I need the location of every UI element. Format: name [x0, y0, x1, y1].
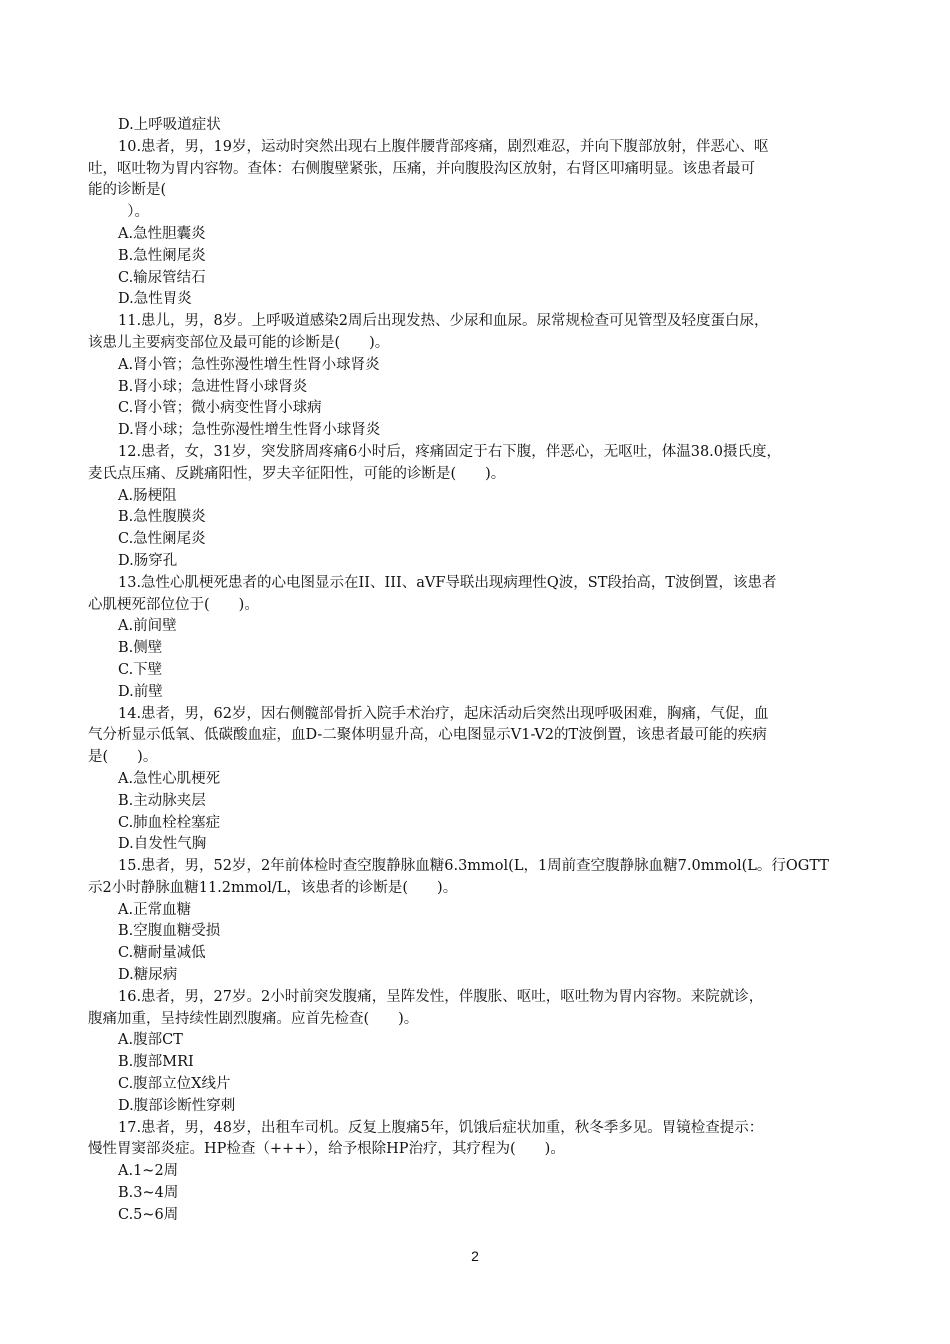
- text-line: 该患儿主要病变部位及最可能的诊断是( )。: [88, 334, 390, 351]
- answer-option: C.肾小管；微小病变性肾小球病: [118, 400, 322, 417]
- answer-option: A.正常血糖: [118, 901, 192, 918]
- text-line: 能的诊断是(: [88, 182, 167, 199]
- answer-option: A.前间壁: [118, 618, 177, 635]
- answer-option: B.急性阑尾炎: [118, 247, 206, 264]
- question-stem: 14.患者，男，62岁，因右侧髋部骨折入院手术治疗，起床活动后突然出现呼吸困难，胸痛，气促，血: [118, 705, 769, 722]
- page-number: 2: [471, 1248, 479, 1264]
- text-line: 吐，呕吐物为胃内容物。查体：右侧腹壁紧张，压痛，并向腹股沟区放射，右肾区叩痛明显。该患者最可: [88, 160, 755, 177]
- answer-option: A.肾小管；急性弥漫性增生性肾小球肾炎: [118, 356, 380, 373]
- question-stem: 17.患者，男，48岁，出租车司机。反复上腹痛5年，饥饿后症状加重，秋冬季多见。胃镜检查提示：: [118, 1119, 764, 1136]
- answer-option: D.前壁: [118, 683, 163, 700]
- answer-option: C.糖耐量减低: [118, 945, 206, 962]
- answer-option: D.上呼吸道症状: [118, 117, 221, 133]
- answer-option: D.肠穿孔: [118, 552, 178, 569]
- answer-option: D.自发性气胸: [118, 836, 207, 853]
- text-line: 腹痛加重，呈持续性剧烈腹痛。应首先检查( )。: [88, 1010, 419, 1027]
- answer-option: A.1~2周: [118, 1163, 179, 1180]
- answer-option: B.肾小球；急进性肾小球肾炎: [118, 378, 308, 395]
- question-content: [88, 115, 868, 1227]
- answer-option: B.3~4周: [118, 1185, 179, 1202]
- text-line: 气分析显示低氧、低碳酸血症，血D-二聚体明显升高，心电图显示V1-V2的T波倒置，该患者最可能的疾病: [88, 727, 767, 744]
- answer-option: D.糖尿病: [118, 967, 178, 984]
- question-stem: 11.患儿，男，8岁。上呼吸道感染2周后出现发热、少尿和血尿。尿常规检查可见管型及轻度蛋白尿，: [118, 313, 769, 330]
- answer-option: A.急性心肌梗死: [118, 770, 221, 787]
- text-line: 是( )。: [88, 749, 158, 766]
- answer-option: A.腹部CT: [118, 1032, 183, 1049]
- text-line: 示2小时静脉血糖11.2mmol/L，该患者的诊断是( )。: [88, 879, 458, 896]
- answer-option: A.急性胆囊炎: [118, 225, 206, 242]
- answer-option: C.5~6周: [118, 1206, 179, 1223]
- answer-option: B.侧壁: [118, 640, 163, 657]
- question-stem: 12.患者，女，31岁，突发脐周疼痛6小时后，疼痛固定于右下腹，伴恶心，无呕吐，体温38.0摄氏度，: [118, 443, 782, 460]
- answer-option: B.急性腹膜炎: [118, 509, 206, 526]
- answer-option: B.空腹血糖受损: [118, 923, 221, 940]
- answer-option: C.腹部立位X线片: [118, 1076, 231, 1093]
- answer-option: B.腹部MRI: [118, 1054, 194, 1071]
- question-stem: 15.患者，男，52岁，2年前体检时查空腹静脉血糖6.3mmol(L，1周前查空腹静脉血糖7.0mmol(L。行OGTT: [118, 858, 829, 875]
- answer-option: A.肠梗阻: [118, 487, 177, 504]
- text-line: ）。: [118, 204, 149, 221]
- answer-option: C.肺血栓栓塞症: [118, 814, 221, 831]
- answer-option: D.肾小球；急性弥漫性增生性肾小球肾炎: [118, 422, 381, 439]
- answer-option: D.急性胃炎: [118, 291, 192, 308]
- text-line: 慢性胃窦部炎症。HP检查（+++），给予根除HP治疗，其疗程为( )。: [88, 1141, 565, 1158]
- answer-option: B.主动脉夹层: [118, 792, 206, 809]
- answer-option: C.急性阑尾炎: [118, 531, 206, 548]
- question-stem: 10.患者，男，19岁，运动时突然出现右上腹伴腰背部疼痛，剧烈难忍，并向下腹部放射，伴恶心、呕: [118, 138, 769, 155]
- question-stem: 16.患者，男，27岁。2小时前突发腹痛，呈阵发性，伴腹胀、呕吐，呕吐物为胃内容物。来院就诊，: [118, 988, 764, 1005]
- text-line: 麦氏点压痛、反跳痛阳性，罗夫辛征阳性，可能的诊断是( )。: [88, 465, 506, 482]
- question-stem: 13.急性心肌梗死患者的心电图显示在II、III、aVF导联出现病理性Q波，ST段抬高，T波倒置，该患者: [118, 574, 777, 591]
- answer-option: D.腹部诊断性穿刺: [118, 1097, 236, 1114]
- answer-option: C.输尿管结石: [118, 269, 206, 286]
- text-line: 心肌梗死部位位于( )。: [88, 596, 259, 613]
- answer-option: C.下壁: [118, 661, 163, 678]
